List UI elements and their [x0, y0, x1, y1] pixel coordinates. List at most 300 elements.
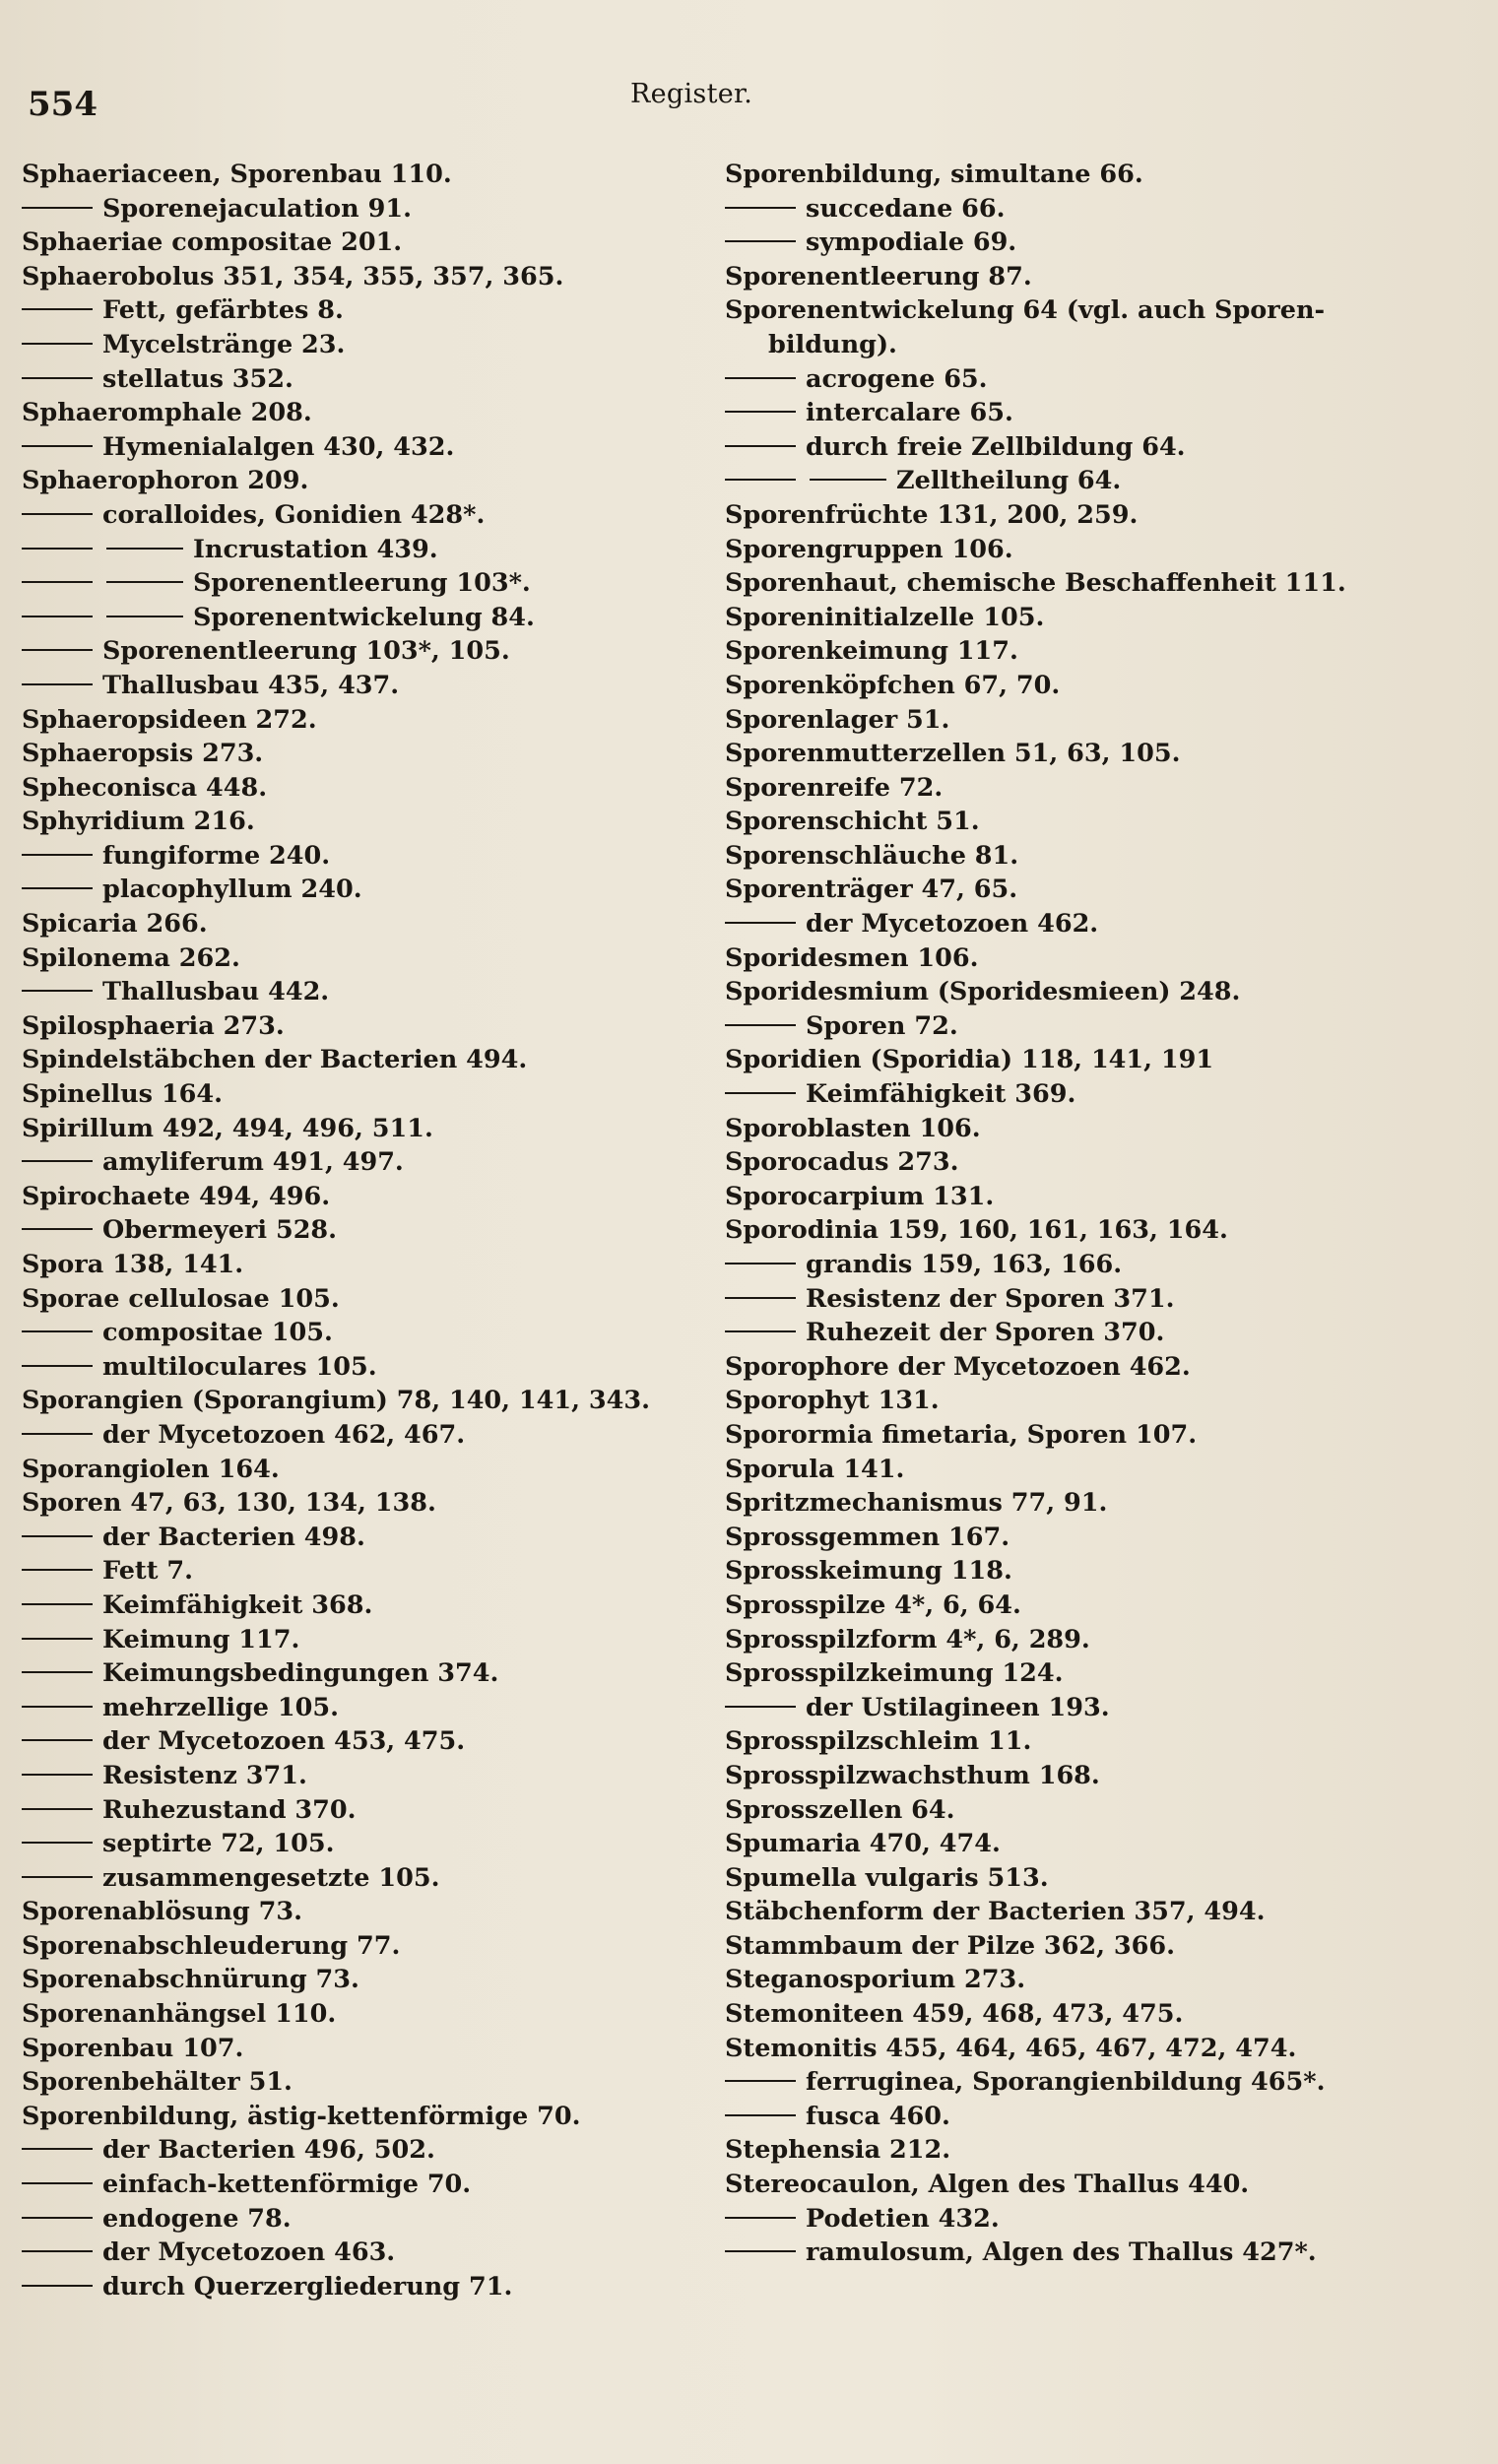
index-entry: [725, 293, 1483, 328]
repeat-dash: [725, 1706, 796, 1708]
index-entry-text: Sporormia fimetaria, Sporen 107.: [725, 1419, 1198, 1450]
index-entry-text: Sporidesmen 106.: [725, 942, 979, 973]
index-entry-text: Spritzmechanismus 77, 91.: [725, 1488, 1108, 1519]
repeat-dash: [22, 2217, 93, 2219]
repeat-dash: [22, 308, 93, 310]
index-entry: [725, 498, 1483, 533]
index-entry: [22, 1282, 711, 1317]
index-entry-text: Sprosskeimung 118.: [725, 1556, 1012, 1587]
index-entry: [725, 1623, 1483, 1657]
index-entry: [725, 601, 1483, 635]
repeat-dash: [725, 1024, 796, 1026]
index-entry: [22, 2032, 711, 2066]
index-entry: [725, 1521, 1483, 1555]
repeat-dash: [22, 1365, 93, 1367]
index-entry: [725, 430, 1483, 465]
index-entry-text: Spora 138, 141.: [22, 1250, 244, 1279]
index-entry: [725, 737, 1483, 771]
index-entry: [725, 669, 1483, 703]
index-entry: [22, 2065, 711, 2100]
repeat-dash: [22, 1739, 93, 1741]
index-entry: [22, 1486, 711, 1521]
index-entry-text: Ruhezeit der Sporen 370.: [806, 1318, 1165, 1348]
index-entry-text: Sphyridium 216.: [22, 807, 255, 837]
repeat-dash: [22, 1160, 93, 1162]
index-entry: [725, 1316, 1483, 1350]
repeat-dash: [22, 649, 93, 651]
index-entry-text: Sporenschläuche 81.: [725, 840, 1019, 871]
repeat-dash: [725, 377, 796, 379]
index-entry-text: Sporen 47, 63, 130, 134, 138.: [22, 1488, 436, 1519]
index-entry: [725, 2065, 1483, 2100]
index-entry-text: Thallusbau 435, 437.: [102, 670, 400, 700]
index-entry: [725, 1691, 1483, 1725]
index-entry: [725, 1009, 1483, 1044]
index-entry: [22, 226, 711, 260]
index-entry: [725, 464, 1483, 498]
index-entry-text: Sprossgemmen 167.: [725, 1522, 1010, 1552]
index-entry: [22, 260, 711, 294]
index-entry: [725, 158, 1483, 192]
index-entry-text: Sporophore der Mycetozoen 462.: [725, 1351, 1191, 1382]
repeat-dash: [22, 1876, 93, 1878]
index-entry: [22, 1077, 711, 1112]
index-entry: [22, 430, 711, 465]
repeat-dash: [22, 1535, 93, 1537]
index-entry: [22, 533, 711, 567]
index-entry: [725, 1656, 1483, 1691]
index-entry: [22, 1453, 711, 1487]
index-entry: [22, 2133, 711, 2168]
index-entry: [22, 1963, 711, 1997]
index-entry: [22, 464, 711, 498]
index-entry: [725, 839, 1483, 874]
index-entry-text: Zelltheilung 64.: [896, 466, 1122, 496]
index-entry: [22, 1724, 711, 1759]
index-entry-text: Stäbchenform der Bacterien 357, 494.: [725, 1897, 1266, 1927]
index-entry: [22, 975, 711, 1009]
index-entry-text: Spumaria 470, 474.: [725, 1829, 1001, 1859]
index-entry-text: Sphaeropsideen 272.: [22, 704, 317, 735]
index-entry-text: Sphaeriae compositae 201.: [22, 227, 403, 258]
index-entry-text: Stephensia 212.: [725, 2135, 951, 2166]
repeat-dash: [22, 1774, 93, 1776]
index-entry-text: sympodiale 69.: [806, 227, 1017, 258]
index-entry-text: der Bacterien 496, 502.: [102, 2135, 435, 2166]
index-entry: [725, 1861, 1483, 1896]
index-entry-text: Sporodinia 159, 160, 161, 163, 164.: [725, 1215, 1228, 1246]
index-entry-text: Sporenabschnürung 73.: [22, 1965, 359, 1995]
index-entry: [725, 634, 1483, 669]
index-entry: [22, 192, 711, 227]
index-entry-text: Sporenmutterzellen 51, 63, 105.: [725, 739, 1181, 769]
repeat-dash: [725, 411, 796, 413]
index-entry-text: Stereocaulon, Algen des Thallus 440.: [725, 2170, 1250, 2200]
repeat-dash: [22, 683, 93, 685]
index-entry: [22, 2202, 711, 2237]
index-entry-text: bildung).: [768, 329, 897, 359]
index-entry-text: Sporenbildung, ästig-kettenförmige 70.: [22, 2101, 581, 2131]
index-entry-text: Sprosspilze 4*, 6, 64.: [725, 1589, 1021, 1620]
index-entry: [725, 805, 1483, 839]
index-entry-text: Sporenabschleuderung 77.: [22, 1930, 401, 1961]
index-entry-text: Sporengruppen 106.: [725, 534, 1013, 564]
index-entry-text: stellatus 352.: [102, 363, 293, 394]
index-entry: [725, 1554, 1483, 1589]
repeat-dash: [22, 1569, 93, 1571]
index-entry: [22, 1009, 711, 1044]
repeat-dash: [725, 2250, 796, 2252]
index-entry: [22, 1554, 711, 1589]
index-entry-text: Sporenentleerung 103*.: [193, 568, 531, 599]
repeat-dash: [725, 2217, 796, 2219]
index-column-left: [22, 158, 711, 2303]
index-entry: [725, 2032, 1483, 2066]
index-entry-text: Ruhezustand 370.: [102, 1794, 357, 1825]
index-entry: [22, 566, 711, 601]
index-entry: [22, 669, 711, 703]
index-entry: [22, 1180, 711, 1214]
index-entry: [22, 1656, 711, 1691]
index-entry: [725, 771, 1483, 806]
repeat-dash: [106, 616, 183, 617]
index-entry: [725, 1043, 1483, 1077]
index-entry-text: Sporae cellulosae 105.: [22, 1283, 340, 1314]
index-entry: [725, 1997, 1483, 2032]
index-entry-text: Keimung 117.: [102, 1624, 300, 1654]
index-entry-text: der Mycetozoen 453, 475.: [102, 1726, 466, 1757]
index-entry: [22, 1418, 711, 1453]
index-entry: [22, 1112, 711, 1146]
index-entry-text: Sporenfrüchte 131, 200, 259.: [725, 499, 1139, 530]
index-entry: [725, 941, 1483, 976]
index-entry-text: Sporenschicht 51.: [725, 807, 980, 837]
repeat-dash: [22, 1433, 93, 1435]
index-entry: [22, 1691, 711, 1725]
index-entry-text: Keimfähigkeit 369.: [806, 1079, 1076, 1110]
repeat-dash: [22, 581, 93, 583]
repeat-dash: [106, 548, 183, 550]
index-entry: [725, 1486, 1483, 1521]
index-entry: [725, 2133, 1483, 2168]
index-entry-text: Sporenentleerung 87.: [725, 261, 1032, 292]
index-entry: [725, 1282, 1483, 1317]
index-entry: [22, 1759, 711, 1793]
index-entry-text: Sporeninitialzelle 105.: [725, 602, 1045, 632]
index-entry-text: amyliferum 491, 497.: [102, 1147, 404, 1178]
index-entry: [22, 396, 711, 430]
index-entry-text: der Mycetozoen 462.: [806, 909, 1099, 940]
index-entry-text: Sphaeromphale 208.: [22, 398, 312, 428]
index-entry: [725, 260, 1483, 294]
index-entry-text: Sporen 72.: [806, 1010, 958, 1041]
index-entry: [725, 1180, 1483, 1214]
index-entry-text: Sporenentwickelung 64 (vgl. auch Sporen-: [725, 295, 1326, 326]
index-entry: [725, 1895, 1483, 1929]
index-entry-text: Sprosszellen 64.: [725, 1794, 955, 1825]
index-entry-text: durch freie Zellbildung 64.: [806, 431, 1186, 462]
index-entry-text: Stemonitis 455, 464, 465, 467, 472, 474.: [725, 2033, 1297, 2063]
index-entry-text: Sporophyt 131.: [725, 1386, 940, 1416]
repeat-dash: [22, 2285, 93, 2287]
repeat-dash: [22, 2148, 93, 2150]
repeat-dash: [22, 990, 93, 992]
index-entry: [22, 1213, 711, 1248]
repeat-dash: [725, 207, 796, 209]
index-entry-text: Sphaerobolus 351, 354, 355, 357, 365.: [22, 261, 564, 292]
index-entry-text: Sporenejaculation 91.: [102, 193, 412, 224]
index-entry-text: Sporidesmium (Sporidesmieen) 248.: [725, 977, 1241, 1007]
index-entry-text: Sprosspilzkeimung 124.: [725, 1658, 1064, 1689]
index-entry: [725, 533, 1483, 567]
repeat-dash: [22, 616, 93, 617]
index-entry-text: Keimungsbedingungen 374.: [102, 1658, 499, 1689]
index-entry-text: Resistenz der Sporen 371.: [806, 1283, 1175, 1314]
index-entry-text: Sporenkeimung 117.: [725, 636, 1018, 667]
index-entry-text: Keimfähigkeit 368.: [102, 1589, 373, 1620]
index-entry: [22, 1145, 711, 1180]
index-entry: [22, 1623, 711, 1657]
index-entry-text: Sporocarpium 131.: [725, 1181, 995, 1211]
index-entry: [22, 1997, 711, 2032]
index-entry-text: Sporangien (Sporangium) 78, 140, 141, 343.: [22, 1386, 651, 1416]
index-entry-text: Spindelstäbchen der Bacterien 494.: [22, 1045, 528, 1075]
index-entry-text: Sporenreife 72.: [725, 772, 944, 803]
index-entry: [22, 293, 711, 328]
index-entry: [725, 1077, 1483, 1112]
index-entry-text: compositae 105.: [102, 1318, 333, 1348]
index-entry-text: fusca 460.: [806, 2101, 950, 2131]
repeat-dash: [22, 1603, 93, 1605]
repeat-dash: [22, 445, 93, 447]
repeat-dash: [22, 1228, 93, 1230]
index-entry-text: Sporenentwickelung 84.: [193, 602, 535, 632]
repeat-dash: [22, 513, 93, 515]
index-entry: [725, 2168, 1483, 2202]
repeat-dash: [22, 207, 93, 209]
index-entry: [22, 1350, 711, 1385]
index-entry: [725, 1213, 1483, 1248]
index-entry-text: septirte 72, 105.: [102, 1829, 335, 1859]
index-entry-text: Spirillum 492, 494, 496, 511.: [22, 1113, 433, 1143]
repeat-dash: [725, 1263, 796, 1264]
index-entry: [22, 634, 711, 669]
index-entry: [725, 1350, 1483, 1385]
repeat-dash: [725, 922, 796, 924]
index-entry: [725, 873, 1483, 907]
index-entry: [22, 498, 711, 533]
index-entry-text: durch Querzergliederung 71.: [102, 2271, 513, 2302]
index-entry-text: Fett, gefärbtes 8.: [102, 295, 344, 326]
index-entry: [22, 158, 711, 192]
index-entry: [725, 1793, 1483, 1828]
index-entry-text: Podetien 432.: [806, 2203, 1000, 2234]
index-entry-text: Spilonema 262.: [22, 942, 240, 973]
index-entry: [22, 737, 711, 771]
index-entry-text: Sporenanhängsel 110.: [22, 1999, 337, 2030]
repeat-dash: [725, 2080, 796, 2082]
index-entry: [725, 1963, 1483, 1997]
index-entry-text: Hymenialalgen 430, 432.: [102, 431, 455, 462]
repeat-dash: [725, 1297, 796, 1299]
page-number: 554: [28, 85, 98, 124]
index-entry-text: Spheconisca 448.: [22, 772, 268, 803]
index-entry: [22, 941, 711, 976]
repeat-dash: [725, 1092, 796, 1094]
index-entry-text: Fett 7.: [102, 1556, 193, 1587]
index-entry: [22, 1793, 711, 1828]
index-entry: [22, 2100, 711, 2134]
index-entry: [22, 2270, 711, 2304]
index-entry-text: endogene 78.: [102, 2203, 292, 2234]
repeat-dash: [725, 2114, 796, 2116]
index-entry-text: zusammengesetzte 105.: [102, 1862, 440, 1893]
index-entry: [22, 1929, 711, 1964]
index-entry-text: Sporula 141.: [725, 1454, 905, 1484]
index-entry-text: coralloides, Gonidien 428*.: [102, 499, 486, 530]
index-entry: [725, 1759, 1483, 1793]
index-entry: [725, 2100, 1483, 2134]
index-entry: [725, 1418, 1483, 1453]
index-entry-text: Incrustation 439.: [193, 534, 438, 564]
index-entry-text: Mycelstränge 23.: [102, 329, 346, 359]
index-entry: [22, 1316, 711, 1350]
repeat-dash: [725, 1330, 796, 1332]
index-entry-text: Sporenbildung, simultane 66.: [725, 160, 1143, 189]
index-entry-text: grandis 159, 163, 166.: [806, 1250, 1123, 1279]
index-entry: [725, 1145, 1483, 1180]
index-entry: [22, 805, 711, 839]
index-entry: [22, 703, 711, 738]
index-entry-text: Resistenz 371.: [102, 1760, 307, 1790]
index-entry-text: Steganosporium 273.: [725, 1965, 1026, 1995]
index-entry: [22, 1384, 711, 1418]
index-column-right: [725, 158, 1483, 2270]
index-entry: [725, 566, 1483, 601]
repeat-dash: [22, 887, 93, 889]
index-entry-text: intercalare 65.: [806, 398, 1013, 428]
index-entry-text: Spirochaete 494, 496.: [22, 1181, 331, 1211]
index-entry: [725, 1929, 1483, 1964]
index-entry: [22, 328, 711, 362]
index-entry-text: Sprosspilzform 4*, 6, 289.: [725, 1624, 1090, 1654]
index-entry: [22, 2236, 711, 2270]
index-entry-text: multiloculares 105.: [102, 1351, 377, 1382]
index-entry-text: Sphaeropsis 273.: [22, 739, 264, 769]
index-entry-text: ferruginea, Sporangienbildung 465*.: [806, 2067, 1326, 2098]
index-entry: [22, 601, 711, 635]
index-entry-text: Sprosspilzwachsthum 168.: [725, 1760, 1100, 1790]
index-entry: [725, 1384, 1483, 1418]
repeat-dash: [22, 343, 93, 345]
index-entry: [22, 1589, 711, 1623]
index-entry: [22, 1043, 711, 1077]
index-entry: [22, 1827, 711, 1861]
index-entry: [725, 2236, 1483, 2270]
index-entry-text: Sporenbehälter 51.: [22, 2067, 293, 2098]
page-title: Register.: [630, 79, 753, 109]
index-entry: [725, 907, 1483, 941]
index-entry-text: placophyllum 240.: [102, 875, 362, 905]
index-entry: [725, 192, 1483, 227]
index-entry: [725, 2202, 1483, 2237]
index-entry-text: Sporenträger 47, 65.: [725, 875, 1018, 905]
index-entry-text: Sporidien (Sporidia) 118, 141, 191: [725, 1045, 1214, 1075]
index-entry: [22, 873, 711, 907]
index-entry-text: Sporangiolen 164.: [22, 1454, 280, 1484]
index-entry-text: Sporenhaut, chemische Beschaffenheit 111.: [725, 568, 1346, 599]
index-entry-text: der Ustilagineen 193.: [806, 1692, 1110, 1722]
index-entry-text: der Mycetozoen 462, 467.: [102, 1419, 466, 1450]
index-entry-text: Obermeyeri 528.: [102, 1215, 338, 1246]
index-entry: [22, 1248, 711, 1282]
repeat-dash: [106, 581, 183, 583]
index-entry-text: acrogene 65.: [806, 363, 988, 394]
index-entry: [725, 362, 1483, 397]
index-entry: [725, 1248, 1483, 1282]
index-entry: [725, 703, 1483, 738]
index-entry: [22, 1895, 711, 1929]
index-entry-text: Sphaerophoron 209.: [22, 466, 309, 496]
index-entry: [22, 907, 711, 941]
index-entry: [725, 1589, 1483, 1623]
repeat-dash: [22, 548, 93, 550]
index-entry: [725, 1724, 1483, 1759]
index-entry: [22, 1861, 711, 1896]
index-entry: [725, 328, 1483, 362]
index-entry-text: der Mycetozoen 463.: [102, 2237, 396, 2268]
index-entry: [725, 1453, 1483, 1487]
repeat-dash: [810, 479, 886, 481]
repeat-dash: [725, 240, 796, 242]
index-entry-text: Sporenköpfchen 67, 70.: [725, 670, 1061, 700]
repeat-dash: [22, 1842, 93, 1844]
index-entry: [22, 362, 711, 397]
index-entry-text: der Bacterien 498.: [102, 1522, 365, 1552]
index-entry: [22, 771, 711, 806]
repeat-dash: [22, 377, 93, 379]
index-entry-text: Stammbaum der Pilze 362, 366.: [725, 1930, 1176, 1961]
repeat-dash: [22, 854, 93, 856]
index-entry: [725, 226, 1483, 260]
index-entry: [22, 2168, 711, 2202]
index-entry-text: Spinellus 164.: [22, 1079, 223, 1110]
index-entry-text: ramulosum, Algen des Thallus 427*.: [806, 2237, 1317, 2268]
repeat-dash: [22, 1706, 93, 1708]
index-entry-text: Sporoblasten 106.: [725, 1113, 981, 1143]
index-entry-text: succedane 66.: [806, 193, 1006, 224]
index-entry-text: Sphaeriaceen, Sporenbau 110.: [22, 160, 452, 189]
index-entry-text: Stemoniteen 459, 468, 473, 475.: [725, 1999, 1184, 2030]
index-entry-text: Sporocadus 273.: [725, 1147, 959, 1178]
index-entry-text: Sporenentleerung 103*, 105.: [102, 636, 510, 667]
repeat-dash: [22, 1671, 93, 1673]
index-entry-text: Sporenbau 107.: [22, 2033, 244, 2063]
index-entry: [22, 839, 711, 874]
repeat-dash: [22, 1330, 93, 1332]
repeat-dash: [725, 445, 796, 447]
repeat-dash: [22, 1808, 93, 1810]
index-entry-text: Sprosspilzschleim 11.: [725, 1726, 1032, 1757]
repeat-dash: [22, 1638, 93, 1640]
index-entry: [22, 1521, 711, 1555]
repeat-dash: [22, 2182, 93, 2184]
index-entry: [725, 975, 1483, 1009]
index-entry: [725, 396, 1483, 430]
index-entry-text: Spilosphaeria 273.: [22, 1010, 285, 1041]
index-entry-text: Sporenablösung 73.: [22, 1897, 303, 1927]
repeat-dash: [22, 2250, 93, 2252]
